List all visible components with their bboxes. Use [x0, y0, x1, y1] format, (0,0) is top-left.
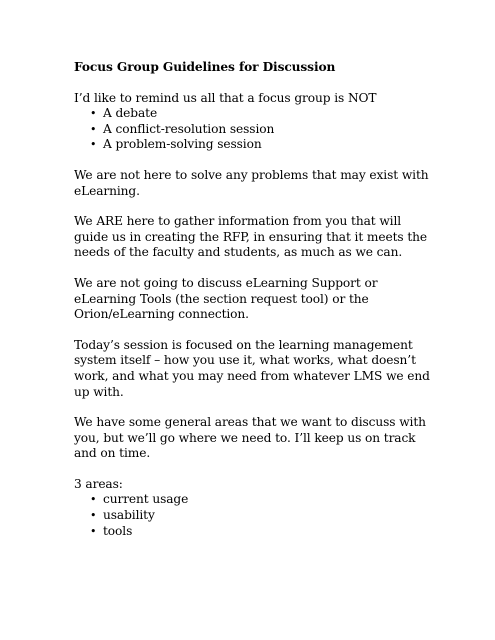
bullet-icon: •	[90, 138, 97, 152]
areas-list	[74, 492, 434, 539]
paragraph-not-discuss: We are not going to discuss eLearning Support or eLearning Tools (the section request tool) or the Orion/eLearning connection.	[74, 275, 378, 322]
paragraph-not-solving: We are not here to solve any problems that may exist with eLearning.	[74, 167, 429, 198]
areas-label: 3 areas:	[74, 476, 123, 491]
paragraph-general-areas: We have some general areas that we want to discuss with you, but we’ll go where we need to. I’ll keep us on track and on time.	[74, 415, 426, 461]
bullet-icon: •	[90, 122, 97, 136]
list-item	[74, 492, 434, 508]
list-item-text: A debate	[103, 106, 158, 121]
bullet-icon: •	[90, 509, 97, 523]
paragraph-gather-info: We ARE here to gather information from you that will guide us in creating the RFP, in ensuring that it meets the needs of the faculty and students, as much as we can.	[74, 214, 427, 260]
paragraph-session-focus: Today’s session is focused on the learning management system itself – how you use it, what works, what doesn’t work, and what you may need from whatever LMS we end up with.	[74, 337, 430, 399]
list-item-text: A problem-solving session	[103, 137, 262, 152]
document-title: Focus Group Guidelines for Discussion	[74, 60, 336, 74]
bullet-icon: •	[90, 107, 97, 121]
list-item	[74, 106, 434, 122]
list-item-text: tools	[103, 523, 133, 538]
list-item	[74, 122, 434, 138]
intro-text: I’d like to remind us all that a focus group is NOT	[74, 90, 377, 105]
document-body	[74, 60, 434, 539]
list-item-text: A conflict-resolution session	[103, 121, 275, 136]
list-item-text: current usage	[103, 492, 189, 507]
list-item	[74, 524, 434, 540]
list-item-text: usability	[103, 508, 155, 523]
list-item	[74, 137, 434, 153]
bullet-icon: •	[90, 493, 97, 507]
list-item	[74, 508, 434, 524]
not-list	[74, 106, 434, 153]
bullet-icon: •	[90, 524, 97, 538]
